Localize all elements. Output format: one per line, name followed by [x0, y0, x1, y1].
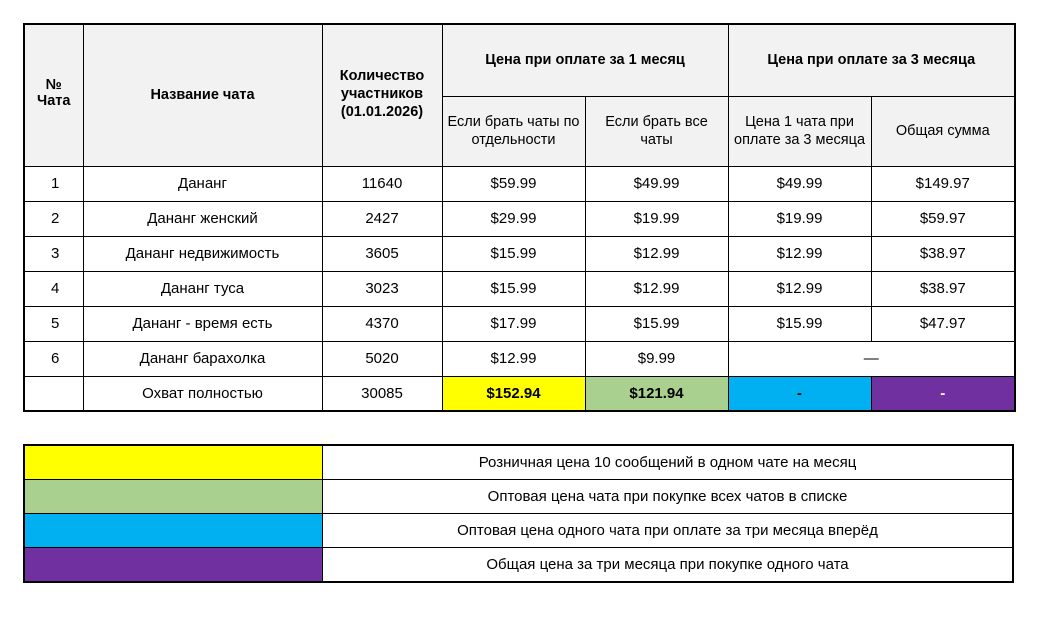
table-row [24, 201, 1015, 236]
cell-price-total: $149.97 [871, 166, 1015, 201]
cell-price-one-3m: $12.99 [728, 271, 871, 306]
cell-chat-name: Дананг туса [83, 271, 322, 306]
cell-price-separate: $12.99 [442, 341, 585, 376]
table-row [24, 341, 1015, 376]
cell-number: 2 [24, 201, 83, 236]
legend-swatch-blue [24, 514, 323, 548]
header-chat-name: Название чата [83, 24, 322, 166]
cell-number: 3 [24, 236, 83, 271]
legend-table [23, 444, 1014, 583]
cell-total-separate: $152.94 [442, 376, 585, 411]
table-row [24, 306, 1015, 341]
cell-price-all: $9.99 [585, 341, 728, 376]
legend-text: Розничная цена 10 сообщений в одном чате на месяц [323, 445, 1014, 480]
cell-total-label: Охват полностью [83, 376, 322, 411]
cell-price-separate: $29.99 [442, 201, 585, 236]
price-table [23, 23, 1016, 412]
legend-text: Оптовая цена одного чата при оплате за три месяца вперёд [323, 514, 1014, 548]
cell-total-all: $121.94 [585, 376, 728, 411]
legend-row [24, 445, 1013, 480]
header-price-3-months: Цена при оплате за 3 месяца [728, 24, 1015, 96]
header-participants: Количество участников (01.01.2026) [322, 24, 442, 166]
cell-chat-name: Дананг барахолка [83, 341, 322, 376]
cell-number: 5 [24, 306, 83, 341]
legend-swatch-green [24, 480, 323, 514]
cell-chat-name: Дананг - время есть [83, 306, 322, 341]
legend-row [24, 548, 1013, 583]
header-price-1-month: Цена при оплате за 1 месяц [442, 24, 728, 96]
subheader-separate: Если брать чаты по отдельности [442, 96, 585, 166]
cell-number: 6 [24, 341, 83, 376]
cell-number-empty [24, 376, 83, 411]
table-row [24, 271, 1015, 306]
cell-chat-name: Дананг женский [83, 201, 322, 236]
legend-text: Оптовая цена чата при покупке всех чатов в списке [323, 480, 1014, 514]
cell-price-separate: $15.99 [442, 236, 585, 271]
cell-price-all: $12.99 [585, 236, 728, 271]
cell-price-total: $59.97 [871, 201, 1015, 236]
cell-price-one-3m: $19.99 [728, 201, 871, 236]
cell-total-one-3m: - [728, 376, 871, 411]
cell-price-total: $38.97 [871, 271, 1015, 306]
header-row [24, 24, 1015, 96]
total-row [24, 376, 1015, 411]
cell-price-all: $12.99 [585, 271, 728, 306]
cell-total-participants: 30085 [322, 376, 442, 411]
cell-price-one-3m: $12.99 [728, 236, 871, 271]
legend-row [24, 480, 1013, 514]
cell-price-separate: $59.99 [442, 166, 585, 201]
cell-participants: 3605 [322, 236, 442, 271]
cell-chat-name: Дананг [83, 166, 322, 201]
subheader-total-sum: Общая сумма [871, 96, 1015, 166]
cell-price-one-3m: $49.99 [728, 166, 871, 201]
cell-price-all: $49.99 [585, 166, 728, 201]
table-row [24, 166, 1015, 201]
legend-row [24, 514, 1013, 548]
cell-price-separate: $17.99 [442, 306, 585, 341]
cell-participants: 2427 [322, 201, 442, 236]
cell-price-separate: $15.99 [442, 271, 585, 306]
cell-chat-name: Дананг недвижимость [83, 236, 322, 271]
cell-number: 4 [24, 271, 83, 306]
cell-number: 1 [24, 166, 83, 201]
header-number: № Чата [24, 24, 83, 166]
subheader-all-chats: Если брать все чаты [585, 96, 728, 166]
cell-participants: 3023 [322, 271, 442, 306]
cell-price-total: $38.97 [871, 236, 1015, 271]
cell-price-all: $19.99 [585, 201, 728, 236]
cell-price-one-3m: $15.99 [728, 306, 871, 341]
cell-participants: 11640 [322, 166, 442, 201]
legend-swatch-yellow [24, 445, 323, 480]
cell-price-total: $47.97 [871, 306, 1015, 341]
legend-swatch-purple [24, 548, 323, 583]
table-row [24, 236, 1015, 271]
cell-participants: 5020 [322, 341, 442, 376]
cell-price-all: $15.99 [585, 306, 728, 341]
cell-participants: 4370 [322, 306, 442, 341]
legend-text: Общая цена за три месяца при покупке одного чата [323, 548, 1014, 583]
cell-total-sum: - [871, 376, 1015, 411]
subheader-one-chat-3m: Цена 1 чата при оплате за 3 месяца [728, 96, 871, 166]
cell-price-3m-merged: — [728, 341, 1015, 376]
